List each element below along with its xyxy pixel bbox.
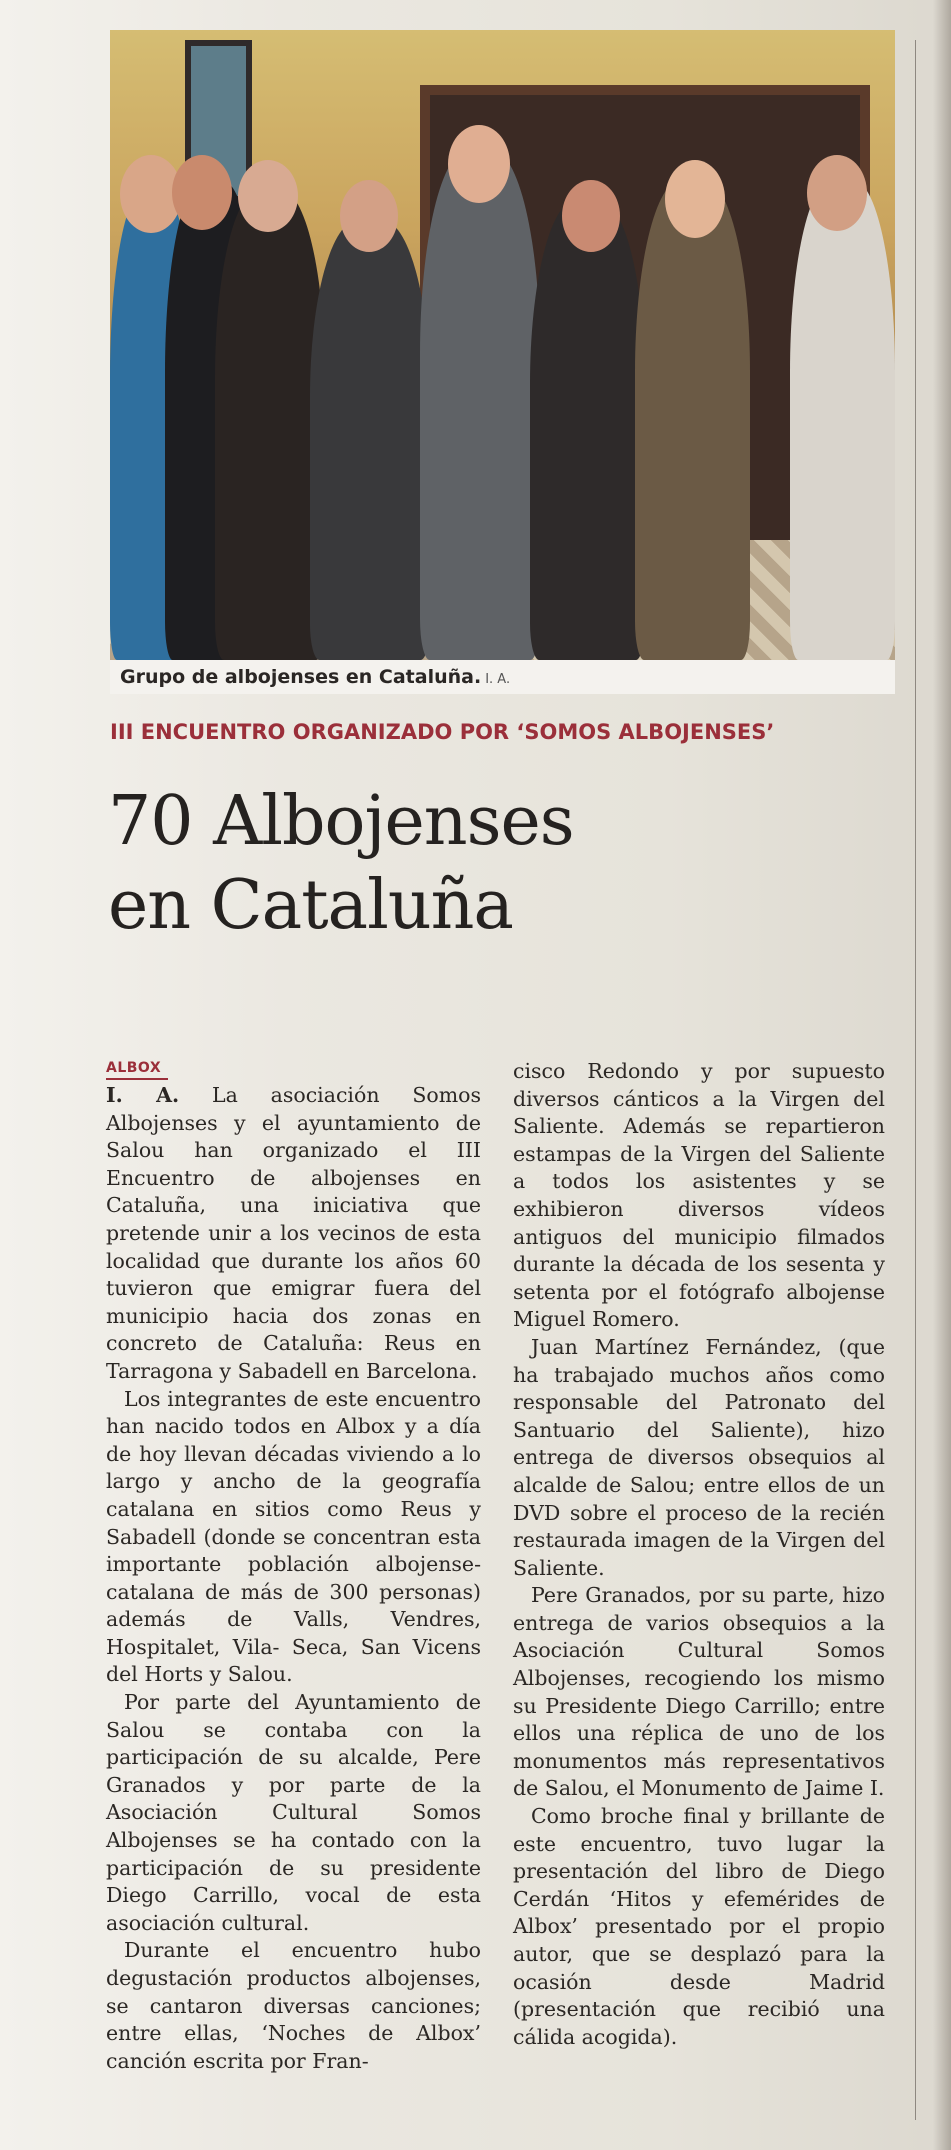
paragraph-1 (106, 1082, 481, 1386)
group-photo (110, 30, 895, 660)
column-left (106, 1058, 481, 2075)
person-5 (420, 150, 540, 660)
person-7 (635, 180, 750, 660)
kicker: III ENCUENTRO ORGANIZADO POR ‘SOMOS ALBOJENSES’ (110, 720, 775, 744)
person-3 (215, 190, 325, 660)
paragraph-4: Durante el encuentro hubo degustación productos albojenses, se cantaron diversas canciones; entre ellas, ‘Noches de Albox’ canción escrita por Fran- (106, 1938, 481, 2073)
paragraph-7: Como broche final y brillante de este encuentro, tuvo lugar la presentación del libro de Diego Cerdán ‘Hitos y efemérides de Albox’ presentado por el propio autor, que se desplazó para la ocasión desde Madrid (presentación que recibió una cálida acogida). (513, 1804, 885, 2049)
person-6-head (562, 180, 620, 252)
person-7-head (665, 160, 725, 238)
person-3-head (238, 160, 298, 232)
column-right (513, 1058, 885, 2051)
headline-line-1: 70 Albojenses (108, 782, 574, 861)
person-4-head (340, 180, 398, 252)
headline (108, 780, 888, 948)
person-8-head (807, 155, 867, 231)
photo-credit: I. A. (485, 672, 511, 687)
photo-caption (110, 660, 895, 694)
section-label: ALBOX (106, 1058, 168, 1080)
headline-line-2: en Cataluña (108, 866, 513, 945)
paragraph-5: Juan Martínez Fernández, (que ha trabajado muchos años como responsable del Patronato del Santuario del Saliente), hizo entrega de diversos obsequios al alcalde de Salou; entre ellos de un DVD sobre el proceso de la recién restaurada imagen de la Virgen del Saliente. (513, 1334, 885, 1580)
paragraph-4-continued: cisco Redondo y por supuesto diversos cánticos a la Virgen del Saliente. Además se repartieron estampas de la Virgen del Saliente a todos los asistentes y se exhibieron diversos vídeos antiguos del municipio filmados durante la década de los sesenta y setenta por el fotógrafo albojense Miguel Romero. (513, 1059, 885, 1332)
paragraph-6: Pere Granados, por su parte, hizo entrega de varios obsequios a la Asociación Cultural Somos Albojenses, recogiendo los mismo su Presidente Diego Carrillo; entre ellos una réplica de uno de los monumentos más representativos de Salou, el Monumento de Jaime I. (513, 1583, 885, 1801)
person-8 (790, 180, 895, 660)
paragraph-1-text: La asociación Somos Albojenses y el ayuntamiento de Salou han organizado el III Encuentro de albojenses en Cataluña, una iniciativa que pretende unir a los vecinos de esta localidad que durante los años 60 tuvieron que emigrar fuera del municipio hacia dos zonas en concreto de Cataluña: Reus en Tarragona y Sabadell en Barcelona. (106, 1083, 482, 1383)
person-4 (310, 220, 430, 660)
byline: I. A. (106, 1083, 180, 1107)
person-5-head (448, 125, 510, 203)
caption-text: Grupo de albojenses en Cataluña. (120, 666, 482, 688)
person-2-head (172, 155, 232, 230)
paragraph-2: Los integrantes de este encuentro han nacido todos en Albox y a día de hoy llevan décadas viviendo a lo largo y ancho de la geografía catalana en sitios como Reus y Sabadell (donde se concentran esta importante población albojense-catalana de más de 300 personas) además de Valls, Vendres, Hospitalet, Vila- Seca, San Vicens del Horts y Salou. (106, 1386, 481, 1687)
page-fold-shadow (933, 0, 951, 2150)
paragraph-3: Por parte del Ayuntamiento de Salou se contaba con la participación de su alcalde, Pere Granados y por parte de la Asociación Cultural Somos Albojenses se ha contado con la participación de su presidente Diego Carrillo, vocal de esta asociación cultural. (106, 1690, 481, 1935)
person-6 (530, 200, 645, 660)
column-rule (915, 40, 916, 2120)
